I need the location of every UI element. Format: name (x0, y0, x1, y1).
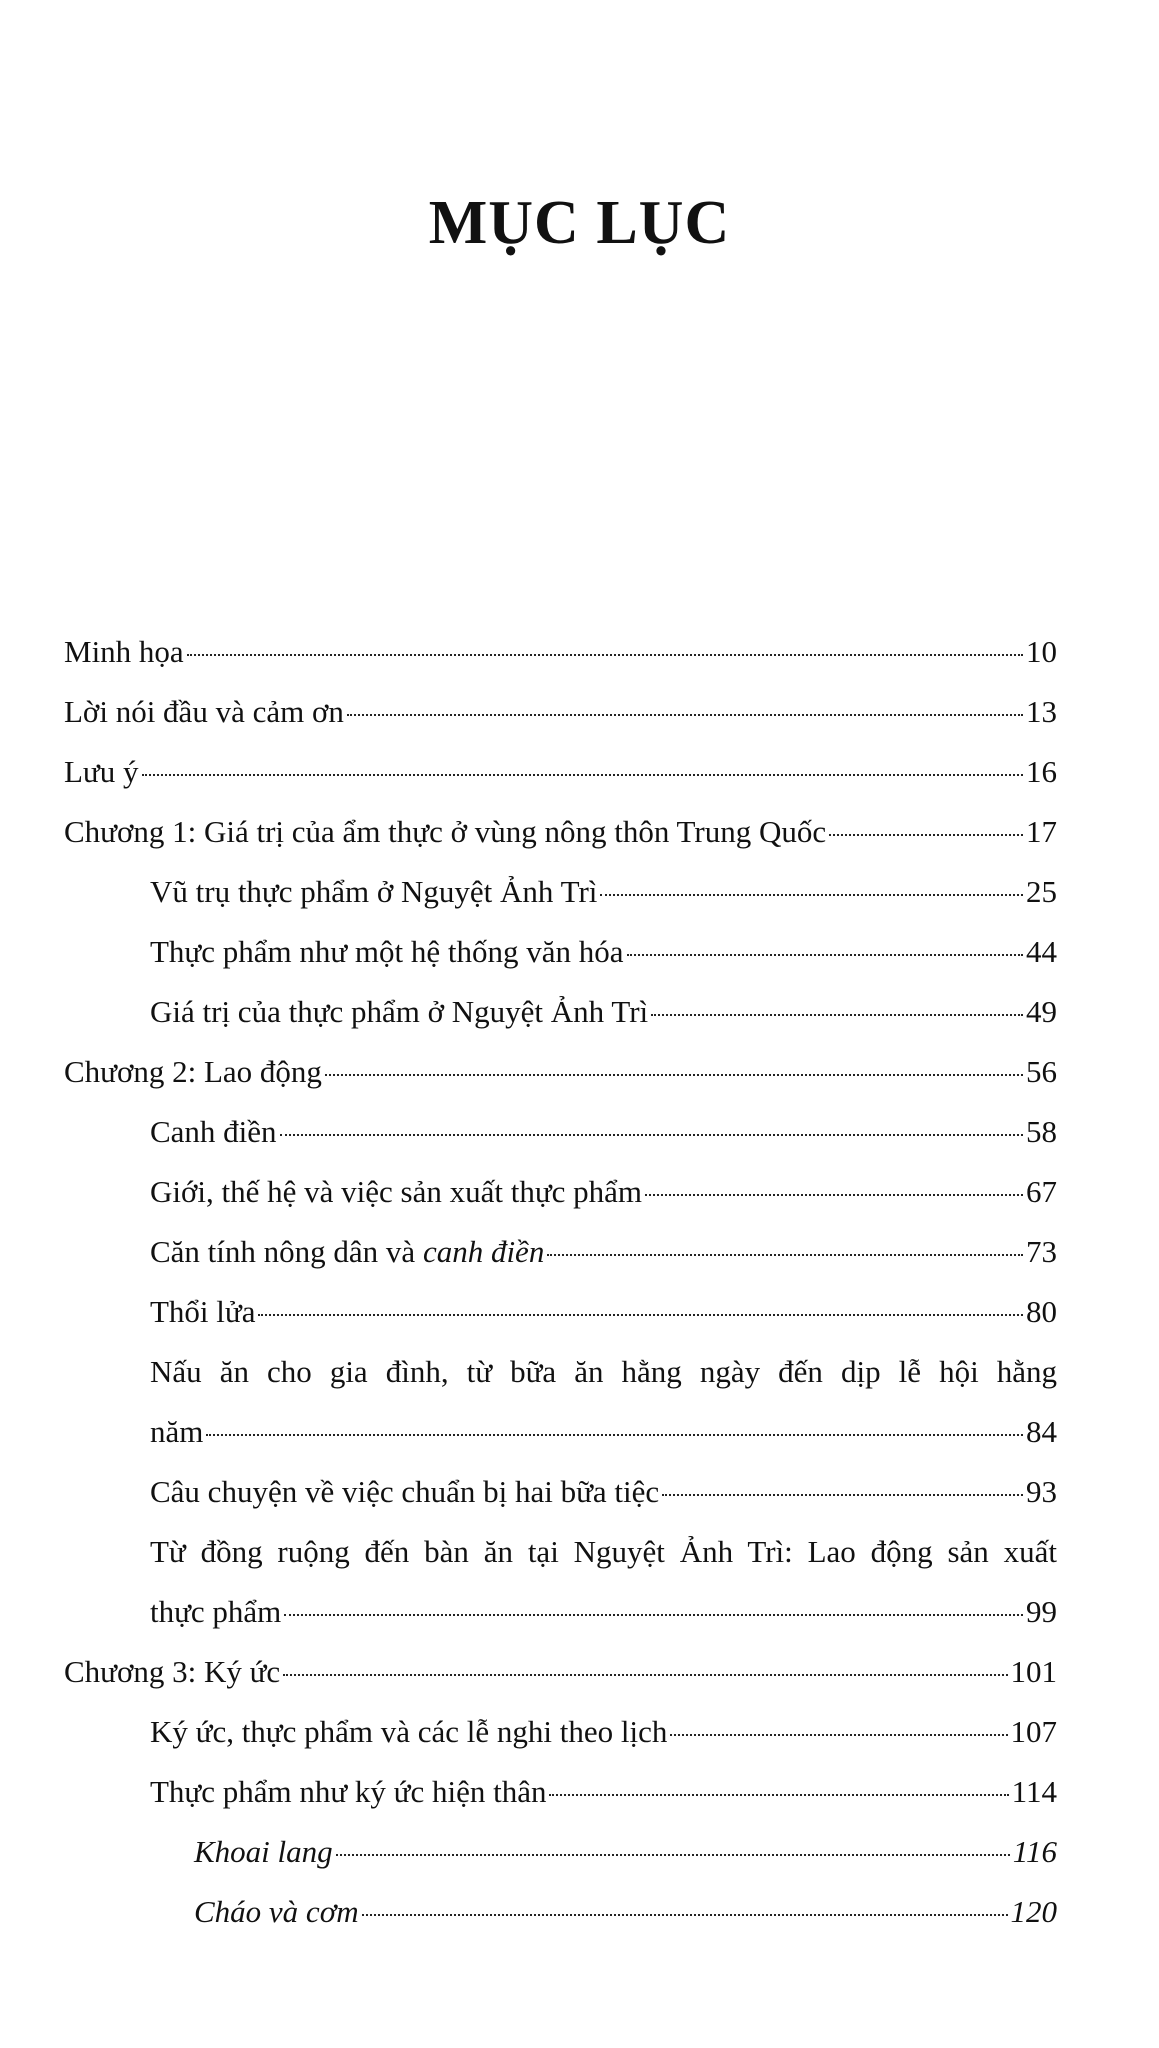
toc-entry-label-line1: Từ đồng ruộng đến bàn ăn tại Nguyệt Ảnh Trì: Lao động sản xuất (150, 1534, 1057, 1569)
toc-entry-section (64, 1282, 1057, 1342)
toc-entry-label: Khoai lang (194, 1834, 333, 1869)
toc-entry-page: 99 (1026, 1594, 1057, 1629)
toc-entry-page: 84 (1026, 1414, 1057, 1449)
toc-entry-chapter-2 (64, 1042, 1057, 1102)
toc-entry-section (64, 862, 1057, 922)
toc-entry-label: Chương 1: Giá trị của ẩm thực ở vùng nông thôn Trung Quốc (64, 814, 827, 849)
toc-entry-line2 (150, 1402, 1057, 1462)
dot-leader (627, 954, 1023, 956)
dot-leader (662, 1494, 1023, 1496)
toc-entry-page: 16 (1026, 754, 1057, 789)
toc-entry-illustrations (64, 622, 1057, 682)
toc-entry-label: Canh điền (150, 1114, 277, 1149)
dot-leader (651, 1014, 1023, 1016)
toc-entry-label-line1: Nấu ăn cho gia đình, từ bữa ăn hằng ngày đến dịp lễ hội hằng (150, 1354, 1057, 1389)
toc-entry-label: Chương 2: Lao động (64, 1054, 322, 1089)
dot-leader (284, 1614, 1023, 1616)
toc-entry-chapter-3 (64, 1642, 1057, 1702)
toc-entry-section (64, 1462, 1057, 1522)
toc-entry-label: Thực phẩm như ký ức hiện thân (150, 1774, 547, 1809)
dot-leader (187, 654, 1023, 656)
toc-entry-label-text: Căn tính nông dân và (150, 1234, 423, 1269)
toc-entry-label: Ký ức, thực phẩm và các lễ nghi theo lịch (150, 1714, 668, 1749)
toc-entry-page: 73 (1026, 1234, 1057, 1269)
toc-entry-page: 25 (1026, 874, 1057, 909)
table-of-contents (64, 622, 1057, 1942)
toc-entry-label: Chương 3: Ký ức (64, 1654, 281, 1689)
toc-entry-line2 (150, 1582, 1057, 1642)
toc-entry-page: 93 (1026, 1474, 1057, 1509)
toc-entry-page: 80 (1026, 1294, 1057, 1329)
toc-entry-label: Giá trị của thực phẩm ở Nguyệt Ảnh Trì (150, 994, 649, 1029)
toc-entry-page: 56 (1026, 1054, 1057, 1089)
toc-entry-page: 49 (1026, 994, 1057, 1029)
toc-entry-page: 120 (1010, 1894, 1057, 1929)
toc-entry-label-line2: thực phẩm (150, 1594, 282, 1629)
toc-entry-label: Lưu ý (64, 754, 139, 789)
toc-entry-page: 13 (1026, 694, 1057, 729)
toc-entry-page: 114 (1011, 1774, 1057, 1809)
dot-leader (362, 1914, 1008, 1916)
dot-leader (829, 834, 1023, 836)
toc-entry-subsection (64, 1822, 1057, 1882)
toc-entry-label: Thực phẩm như một hệ thống văn hóa (150, 934, 624, 969)
toc-entry-page: 116 (1012, 1834, 1057, 1869)
dot-leader (549, 1794, 1008, 1796)
dot-leader (258, 1314, 1023, 1316)
toc-entry-chapter-1 (64, 802, 1057, 862)
toc-entry-page: 44 (1026, 934, 1057, 969)
toc-entry-page: 101 (1010, 1654, 1057, 1689)
toc-entry-label: Lời nói đầu và cảm ơn (64, 694, 344, 729)
dot-leader (206, 1434, 1023, 1436)
dot-leader (142, 774, 1024, 776)
toc-entry-section (64, 982, 1057, 1042)
toc-entry-section (64, 1162, 1057, 1222)
toc-entry-label: Minh họa (64, 634, 184, 669)
toc-entry-page: 17 (1026, 814, 1057, 849)
dot-leader (547, 1254, 1023, 1256)
dot-leader (347, 714, 1023, 716)
toc-entry-subsection (64, 1882, 1057, 1942)
dot-leader (325, 1074, 1023, 1076)
toc-entry-label: Cháo và cơm (194, 1894, 359, 1929)
toc-entry-section (64, 922, 1057, 982)
toc-entry-page: 58 (1026, 1114, 1057, 1149)
toc-entry-page: 107 (1010, 1714, 1057, 1749)
toc-entry-label-line2: năm (150, 1414, 204, 1449)
dot-leader (600, 894, 1023, 896)
dot-leader (336, 1854, 1010, 1856)
dot-leader (670, 1734, 1007, 1736)
toc-entry-label (150, 1222, 544, 1282)
toc-entry-label: Vũ trụ thực phẩm ở Nguyệt Ảnh Trì (150, 874, 598, 909)
dot-leader (280, 1134, 1023, 1136)
toc-entry-notes (64, 742, 1057, 802)
toc-entry-section-wrapped (64, 1342, 1057, 1462)
dot-leader (283, 1674, 1007, 1676)
toc-entry-section (64, 1102, 1057, 1162)
toc-entry-section (64, 1702, 1057, 1762)
toc-entry-section-wrapped (64, 1522, 1057, 1642)
toc-entry-label: Giới, thế hệ và việc sản xuất thực phẩm (150, 1174, 643, 1209)
toc-entry-page: 67 (1026, 1174, 1057, 1209)
toc-entry-section (64, 1222, 1057, 1282)
toc-entry-label-italic: canh điền (422, 1234, 545, 1269)
toc-entry-label: Thổi lửa (150, 1294, 256, 1329)
dot-leader (645, 1194, 1023, 1196)
toc-entry-label: Câu chuyện về việc chuẩn bị hai bữa tiệc (150, 1474, 660, 1509)
toc-entry-page: 10 (1026, 634, 1057, 669)
toc-entry-preface (64, 682, 1057, 742)
toc-entry-section (64, 1762, 1057, 1822)
page-title: MỤC LỤC (428, 189, 731, 257)
